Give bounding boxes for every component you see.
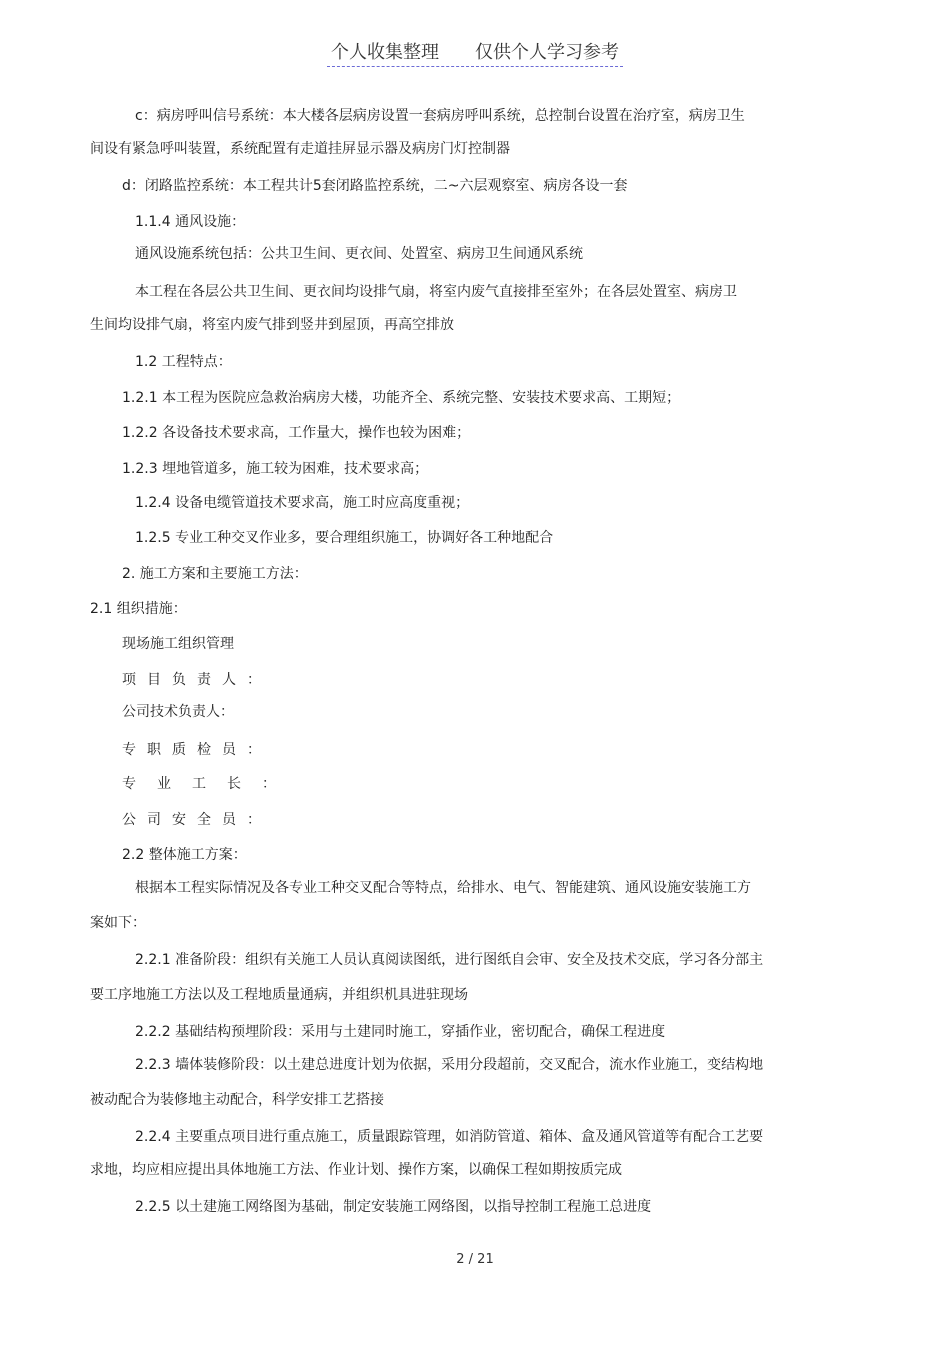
list-item: 1.2.3 埋地管道多，施工较为困难，技术要求高；: [122, 461, 429, 477]
paragraph-line: 生间均设排气扇，将室内废气排到竖井到屋顶，再高空排放: [90, 317, 454, 333]
paragraph-line: 求地，均应相应提出具体地施工方法、作业计划、操作方案，以确保工程如期按质完成: [90, 1162, 622, 1178]
page-number: 2 / 21: [456, 1252, 494, 1267]
header-text-2: 仅供个人学习参考: [475, 42, 619, 63]
role-label: 专业工长：: [122, 776, 297, 792]
list-item: 1.2.1 本工程为医院应急救治病房大楼，功能齐全、系统完整、安装技术要求高、工期短；: [122, 390, 681, 406]
paragraph-line: 根据本工程实际情况及各专业工种交叉配合等特点，给排水、电气、智能建筑、通风设施安装施工方: [135, 880, 751, 896]
paragraph-line: 2.2.3 墙体装修阶段：以土建总进度计划为依据，采用分段超前，交叉配合，流水作业施工，变结构地: [135, 1057, 764, 1073]
paragraph-line: c：病房呼叫信号系统：本大楼各层病房设置一套病房呼叫系统，总控制台设置在治疗室，病房卫生: [135, 108, 745, 124]
section-heading: 2.2 整体施工方案：: [122, 847, 247, 863]
paragraph-line: 现场施工组织管理: [122, 636, 234, 652]
list-item: 1.2.4 设备电缆管道技术要求高，施工时应高度重视；: [135, 495, 470, 511]
paragraph-line: d：闭路监控系统：本工程共计5套闭路监控系统，二~六层观察室、病房各设一套: [122, 178, 628, 194]
header-text-1: 个人收集整理: [331, 42, 439, 63]
paragraph-line: 2.2.4 主要重点项目进行重点施工，质量跟踪管理，如消防管道、箱体、盒及通风管道等有配合工艺要: [135, 1129, 764, 1145]
paragraph-line: 间设有紧急呼叫装置，系统配置有走道挂屏显示器及病房门灯控制器: [90, 141, 510, 157]
paragraph-line: 2.2.2 基础结构预埋阶段：采用与土建同时施工，穿插作业，密切配合，确保工程进度: [135, 1024, 666, 1040]
paragraph-line: 案如下：: [90, 915, 146, 931]
paragraph-line: 本工程在各层公共卫生间、更衣间均设排气扇，将室内废气直接排至室外；在各层处置室、病房卫: [135, 284, 737, 300]
role-label: 公司技术负责人：: [122, 704, 234, 720]
section-heading: 2.1 组织措施：: [90, 601, 187, 617]
page-header: [0, 38, 950, 67]
paragraph-line: 要工序地施工方法以及工程地质量通病，并组织机具进驻现场: [90, 987, 468, 1003]
role-label: 公司安全员：: [122, 812, 272, 828]
list-item: 1.2.2 各设备技术要求高，工作量大，操作也较为困难；: [122, 425, 471, 441]
list-item: 1.2.5 专业工种交叉作业多，要合理组织施工，协调好各工种地配合: [135, 530, 554, 546]
section-heading: 1.2 工程特点：: [135, 354, 232, 370]
role-label: 专职质检员：: [122, 742, 272, 758]
header-underline: [327, 38, 623, 67]
paragraph-line: 2.2.1 准备阶段：组织有关施工人员认真阅读图纸，进行图纸自会审、安全及技术交底，学习各分部主: [135, 952, 764, 968]
section-heading: 2. 施工方案和主要施工方法：: [122, 566, 308, 582]
section-heading: 1.1.4 通风设施：: [135, 214, 246, 230]
paragraph-line: 通风设施系统包括：公共卫生间、更衣间、处置室、病房卫生间通风系统: [135, 246, 583, 262]
paragraph-line: 2.2.5 以土建施工网络图为基础，制定安装施工网络图，以指导控制工程施工总进度: [135, 1199, 652, 1215]
role-label: 项目负责人：: [122, 672, 272, 688]
paragraph-line: 被动配合为装修地主动配合，科学安排工艺搭接: [90, 1092, 384, 1108]
